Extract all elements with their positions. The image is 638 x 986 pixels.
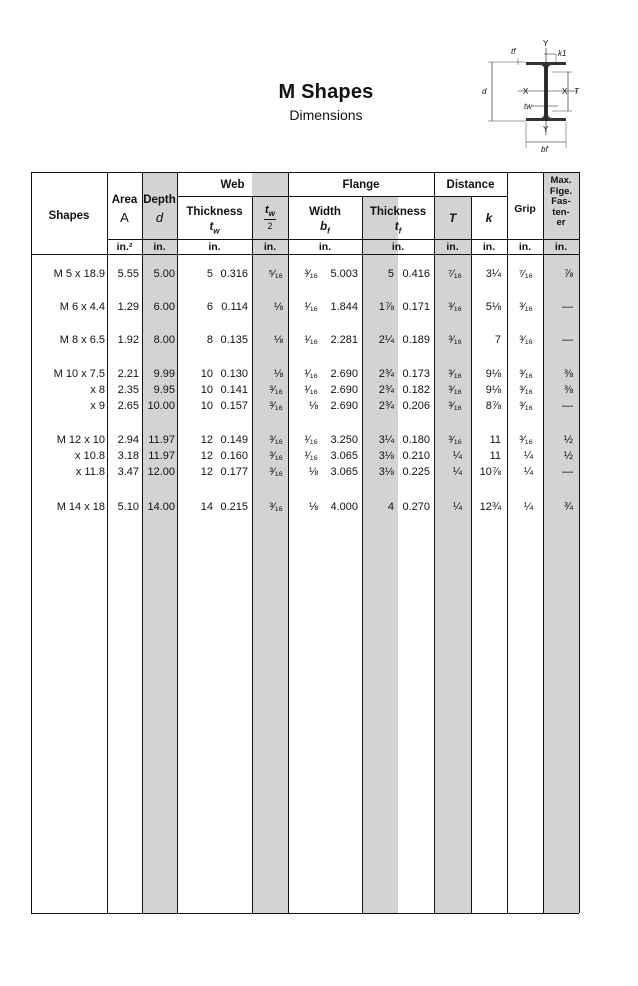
header-area-sym: A	[120, 210, 129, 225]
cell-tf-frac: 5	[387, 268, 394, 280]
cell-tw2: ³⁄₁₆	[269, 501, 283, 513]
cell-area: 2.35	[117, 384, 139, 396]
cell-bf-frac: ¹⁄₁₆	[304, 450, 318, 462]
cell-tf-frac: 4	[387, 501, 394, 513]
cell-shape: M 14 x 18	[56, 501, 105, 513]
header-depth-sym: d	[155, 210, 164, 225]
unit-depth: in.	[153, 241, 166, 253]
cell-bf-frac: ⅛	[308, 400, 318, 412]
cell-area: 3.47	[117, 466, 139, 478]
cell-bf-frac: ³⁄₁₆	[304, 268, 318, 280]
cell-depth: 10.00	[147, 400, 175, 412]
col-border-flange-w	[362, 196, 363, 913]
cell-T: ³⁄₁₆	[448, 301, 462, 313]
header-flange-width-sym: $b_f$	[320, 221, 330, 236]
diagram-label-tw: tw	[524, 102, 532, 111]
dimensions-table	[31, 172, 579, 913]
header-fastener: Max. Flge. Fas- ten- er	[549, 175, 573, 228]
diagram-label-y-top: Y	[543, 39, 549, 48]
cell-depth: 9.95	[153, 384, 175, 396]
col-border-flange	[434, 172, 435, 913]
cell-area: 5.55	[117, 268, 139, 280]
cell-tw: 0.157	[220, 400, 248, 412]
cell-tw-frac: 6	[206, 301, 213, 313]
unit-fastener: in.	[554, 241, 568, 253]
unit-flange-width: in.	[318, 241, 332, 253]
cell-shape: x 8	[90, 384, 105, 396]
cell-tf: 0.416	[402, 268, 430, 280]
cell-T: ¼	[452, 450, 462, 462]
cell-k: 11	[489, 434, 501, 446]
cell-bf-frac: ⅛	[308, 501, 318, 513]
cell-tw: 0.177	[220, 466, 248, 478]
cell-T: ³⁄₁₆	[448, 384, 462, 396]
cell-fastener: ⅜	[563, 368, 573, 380]
cell-depth: 6.00	[153, 301, 175, 313]
header-tw2-num: $t_w$	[265, 204, 275, 219]
cell-tw-frac: 12	[200, 434, 213, 446]
cell-depth: 5.00	[153, 268, 175, 280]
cell-tf: 0.206	[402, 400, 430, 412]
cell-tw-frac: 8	[206, 334, 213, 346]
cell-tw-frac: 10	[200, 400, 213, 412]
unit-T: in.	[446, 241, 459, 253]
cell-tw-frac: 10	[200, 368, 213, 380]
cell-bf: 4.000	[330, 501, 358, 513]
header-flange-thickness-sym: $t_f$	[394, 221, 402, 236]
cell-tw-frac: 14	[200, 501, 213, 513]
table-top-border	[31, 172, 579, 173]
cell-bf: 3.065	[330, 450, 358, 462]
page-title: M Shapes	[278, 81, 374, 103]
cell-bf: 2.690	[330, 368, 358, 380]
col-border-right	[579, 172, 580, 913]
cell-depth: 11.97	[148, 450, 175, 462]
cell-fastener: ⅞	[563, 268, 573, 280]
cell-tw2: ³⁄₁₆	[269, 434, 283, 446]
cell-grip: ¼	[523, 501, 533, 513]
group-header-divider	[177, 196, 507, 197]
cell-area: 5.10	[117, 501, 139, 513]
cell-k: 11	[489, 450, 501, 462]
cell-tf: 0.189	[402, 334, 430, 346]
cell-tw: 0.160	[220, 450, 248, 462]
cell-tw2: ³⁄₁₆	[269, 466, 283, 478]
cell-k: 10⅞	[479, 466, 501, 478]
header-area: Area	[111, 194, 138, 206]
cell-tf-frac: 3¼	[378, 434, 394, 446]
cell-T: ³⁄₁₆	[448, 400, 462, 412]
cell-fastener: —	[562, 466, 573, 478]
cell-bf: 2.281	[330, 334, 358, 346]
cell-depth: 12.00	[147, 466, 175, 478]
unit-grip: in.	[518, 241, 532, 253]
header-T: T	[448, 211, 457, 225]
cell-grip: ³⁄₁₆	[519, 334, 533, 346]
header-k: k	[485, 211, 493, 225]
cell-k: 9⅛	[485, 384, 501, 396]
shade-depth	[142, 172, 177, 913]
cell-grip: ¼	[523, 450, 533, 462]
cell-bf: 5.003	[330, 268, 358, 280]
cell-depth: 8.00	[153, 334, 175, 346]
col-border-T	[471, 196, 472, 913]
header-shapes: Shapes	[48, 210, 90, 222]
cell-shape: x 10.8	[75, 450, 105, 462]
diagram-label-x-left: X	[523, 87, 529, 96]
cell-T: ¼	[452, 466, 462, 478]
cell-tw2: ⅛	[273, 334, 283, 346]
cell-tf: 0.270	[402, 501, 430, 513]
cell-T: ³⁄₁₆	[448, 434, 462, 446]
cell-tf-frac: 1⅞	[378, 301, 394, 313]
header-flange: Flange	[342, 179, 380, 191]
header-tw2-den: 2	[267, 221, 273, 231]
cell-depth: 11.97	[148, 434, 175, 446]
cell-fastener: ½	[563, 450, 573, 462]
cell-shape: M 6 x 4.4	[59, 301, 105, 313]
diagram-label-k1: k1	[558, 49, 567, 58]
cell-grip: ³⁄₁₆	[519, 368, 533, 380]
table-bottom-border	[31, 913, 579, 914]
cell-tf: 0.171	[402, 301, 430, 313]
cell-tw-frac: 12	[200, 450, 213, 462]
cell-k: 7	[494, 334, 501, 346]
cell-area: 2.21	[117, 368, 139, 380]
shade-tw2	[252, 172, 288, 913]
cell-k: 5⅛	[485, 301, 501, 313]
cell-tw: 0.316	[220, 268, 248, 280]
cell-tw: 0.135	[220, 334, 248, 346]
header-web-thickness-sym: $t_w$	[209, 221, 220, 236]
cell-fastener: ½	[563, 434, 573, 446]
cell-shape: M 10 x 7.5	[53, 368, 105, 380]
cell-T: ⁷⁄₁₆	[448, 268, 462, 280]
cell-shape: x 9	[90, 400, 105, 412]
cell-bf-frac: ¹⁄₁₆	[304, 301, 318, 313]
cell-area: 1.29	[117, 301, 139, 313]
diagram-label-bf: bf	[541, 145, 548, 154]
cell-grip: ³⁄₁₆	[519, 400, 533, 412]
cell-area: 1.92	[117, 334, 139, 346]
unit-web-thickness: in.	[208, 241, 221, 253]
cell-depth: 9.99	[153, 368, 175, 380]
cell-k: 8⅞	[485, 400, 501, 412]
cell-tf: 0.173	[402, 368, 430, 380]
cell-tw: 0.215	[220, 501, 248, 513]
diagram-label-tf: tf	[511, 47, 516, 56]
cell-area: 2.94	[117, 434, 139, 446]
unit-tw2: in.	[263, 241, 277, 253]
cell-tf-frac: 2¾	[378, 384, 394, 396]
col-border-shapes	[107, 172, 108, 913]
cell-tf: 0.180	[402, 434, 430, 446]
cell-tw-frac: 10	[200, 384, 213, 396]
cell-tf-frac: 3⅛	[378, 450, 394, 462]
cell-fastener: —	[562, 400, 573, 412]
cell-tw: 0.114	[221, 301, 248, 313]
cell-T: ³⁄₁₆	[448, 334, 462, 346]
unit-flange-thickness: in.	[391, 241, 405, 253]
cell-fastener: ⅜	[563, 384, 573, 396]
cell-shape: M 5 x 18.9	[53, 268, 105, 280]
cell-tw: 0.141	[220, 384, 248, 396]
unit-k: in.	[482, 241, 496, 253]
col-border-area	[142, 172, 143, 913]
col-border-depth	[177, 172, 178, 913]
cell-k: 9⅛	[485, 368, 501, 380]
col-border-web-thk	[252, 196, 253, 913]
cell-grip: ³⁄₁₆	[519, 434, 533, 446]
cell-tw: 0.149	[220, 434, 248, 446]
cell-tf-frac: 2¾	[378, 368, 394, 380]
cell-area: 2.65	[117, 400, 139, 412]
cell-k: 3¼	[485, 268, 501, 280]
header-flange-width: Width	[309, 206, 341, 218]
cell-shape: M 8 x 6.5	[59, 334, 105, 346]
shade-fastener	[543, 172, 579, 913]
cell-tf: 0.225	[402, 466, 430, 478]
header-distance: Distance	[446, 179, 495, 191]
cell-bf: 2.690	[330, 384, 358, 396]
cell-tf-frac: 2¾	[378, 400, 394, 412]
cell-bf-frac: ¹⁄₁₆	[304, 434, 318, 446]
cell-bf: 3.065	[330, 466, 358, 478]
diagram-label-y-bottom: Y	[543, 125, 549, 134]
cell-depth: 14.00	[147, 501, 175, 513]
unit-area: in.²	[116, 241, 133, 253]
cell-tf: 0.210	[402, 450, 430, 462]
cell-tw2: ⁵⁄₁₆	[268, 268, 283, 280]
cell-T: ³⁄₁₆	[448, 368, 462, 380]
cell-T: ¼	[452, 501, 462, 513]
cell-tw2: ⅛	[273, 301, 283, 313]
cell-grip: ³⁄₁₆	[519, 384, 533, 396]
cell-fastener: —	[562, 334, 573, 346]
cell-k: 12¾	[479, 501, 501, 513]
header-grip: Grip	[514, 203, 536, 215]
col-border-0	[31, 172, 32, 913]
diagram-label-x-right: X	[562, 87, 568, 96]
diagram-label-T: T	[574, 87, 579, 96]
header-flange-thickness: Thickness	[369, 206, 427, 218]
col-border-web	[288, 172, 289, 913]
cell-fastener: ¾	[563, 501, 573, 513]
cell-bf-frac: ¹⁄₁₆	[304, 384, 318, 396]
cell-tw2: ³⁄₁₆	[269, 450, 283, 462]
cell-tw-frac: 12	[200, 466, 213, 478]
cell-tf-frac: 2¼	[378, 334, 394, 346]
cell-tw-frac: 5	[206, 268, 213, 280]
cell-tw2: ³⁄₁₆	[269, 400, 283, 412]
cell-bf: 3.250	[330, 434, 358, 446]
header-web-thickness: Thickness	[186, 206, 243, 218]
cell-tw: 0.130	[220, 368, 248, 380]
header-web: Web	[220, 179, 245, 191]
header-depth: Depth	[143, 194, 176, 206]
diagram-label-d: d	[482, 87, 487, 96]
cell-tf-frac: 3⅛	[378, 466, 394, 478]
col-border-distance	[507, 172, 508, 913]
col-border-grip	[543, 172, 544, 913]
cell-bf-frac: ¹⁄₁₆	[304, 334, 318, 346]
cell-tf: 0.182	[402, 384, 430, 396]
cell-tw2: ⅛	[273, 368, 283, 380]
cell-shape: M 12 x 10	[56, 434, 105, 446]
cell-tw2: ³⁄₁₆	[269, 384, 283, 396]
cell-fastener: —	[562, 301, 573, 313]
cell-grip: ³⁄₁₆	[519, 301, 533, 313]
tw2-fraction-bar	[264, 219, 276, 220]
cell-grip: ¼	[523, 466, 533, 478]
cell-grip: ⁷⁄₁₆	[519, 268, 533, 280]
cell-bf-frac: ⅛	[308, 466, 318, 478]
cell-shape: x 11.8	[75, 466, 105, 478]
cell-bf-frac: ¹⁄₁₆	[304, 368, 318, 380]
cell-area: 3.18	[117, 450, 139, 462]
m-shape-cross-section-diagram	[478, 38, 628, 156]
cell-bf: 2.690	[330, 400, 358, 412]
cell-bf: 1.844	[330, 301, 358, 313]
units-bottom-border	[31, 254, 579, 255]
page-subtitle: Dimensions	[289, 107, 363, 123]
